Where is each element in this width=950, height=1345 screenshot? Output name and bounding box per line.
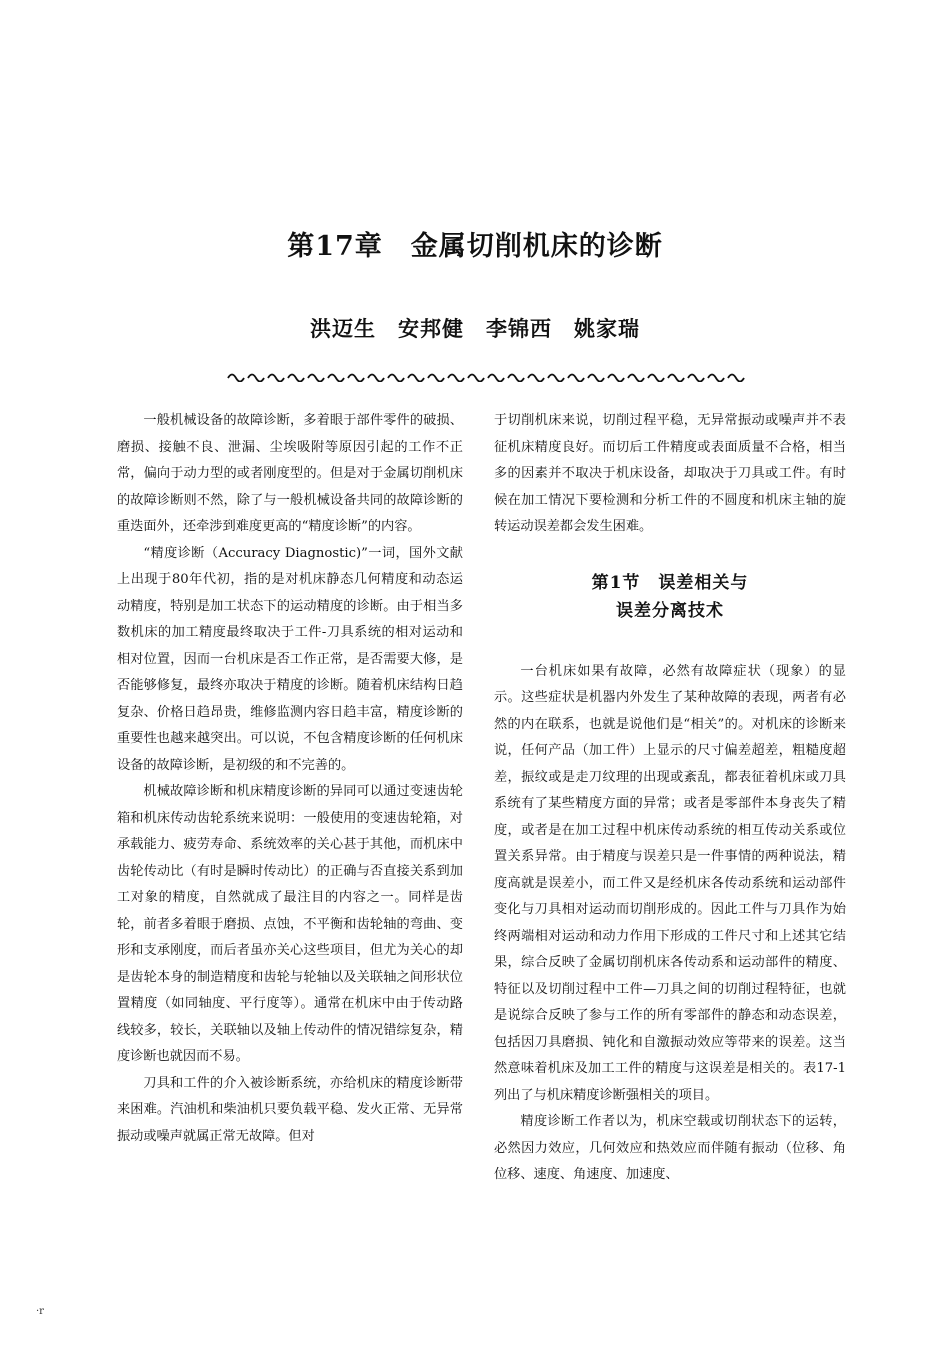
ornamental-divider [226,370,746,382]
footer-mark: ·r [36,1306,44,1317]
paragraph: 一台机床如果有故障，必然有故障症状（现象）的显示。这些症状是机器内外发生了某种故障的表现，两者有必然的内在联系，也就是说他们是“相关”的。对机床的诊断来说，任何产品（加工件）上显示的尺寸偏差超差，粗糙度超差，振纹或是走刀纹理的出现或紊乱，都表征着机床或刀具系统有了某些精度方面的异常；或者是零部件本身丧失了精度，或者是在加工过程中机床传动系统的相互传动关系或位置关系异常。由于精度与误差只是一件事情的两种说法，精度高就是误差小，而工件又是经机床各传动系统和运动部件变化与刀具相对运动而切削形成的。因此工件与刀具作为始终两端相对运动和动力作用下形成的工件尺寸和上述其它结果，综合反映了金属切削机床各传动系和运动部件的精度、特征以及切削过程中工件—刀具之间的切削过程特征，也就是说综合反映了参与工作的所有零部件的静态和动态误差，包括因刀具磨损、钝化和自激振动效应等带来的误差。这当然意味着机床及加工工件的精度与这误差是相关的。表17-1列出了与机床精度诊断强相关的项目。 [494,663,846,1103]
right-column [494,408,846,1189]
paragraph-continuation: 于切削机床来说，切削过程平稳，无异常振动或噪声并不表征机床精度良好。而切后工件精度或表面质量不合格，相当多的因素并不取决于机床设备，却取决于刀具或工件。有时候在加工情况下要检测和分析工件的不圆度和机床主轴的旋转运动误差都会发生困难。 [494,413,846,534]
section-title-line-1: 第1节 误差相关与 [591,572,749,593]
paragraph: 机械故障诊断和机床精度诊断的异同可以通过变速齿轮箱和机床传动齿轮系统来说明：一般使用的变速齿轮箱，对承载能力、疲劳寿命、系统效率的关心甚于其他，而机床中齿轮传动比（有时是瞬时传动比）的正确与否直接关系到加工对象的精度，自然就成了最注目的内容之一。同样是齿轮，前者多着眼于磨损、点蚀，不平衡和齿轮轴的弯曲、变形和支承刚度，而后者虽亦关心这些项目，但尤为关心的却是齿轮本身的制造精度和齿轮与轮轴以及关联轴之间形状位置精度（如同轴度、平行度等）。通常在机床中由于传动路线较多，较长，关联轴以及轴上传动件的情况错综复杂，精度诊断也就因而不易。 [117,784,463,1064]
paragraph: 刀具和工件的介入被诊断系统，亦给机床的精度诊断带来困难。汽油机和柴油机只要负载平稳、发火正常、无异常振动或噪声就属正常无故障。但对 [117,1075,463,1144]
chapter-authors: 洪迈生 安邦健 李锦西 姚家瑞 [310,316,640,341]
paragraph: “精度诊断（Accuracy Diagnostic)”一词，国外文献上出现于80年代初，指的是对机床静态几何精度和动态运动精度，特别是加工状态下的运动精度的诊断。由于相当多数机床的加工精度最终取决于工件-刀具系统的相对运动和相对位置，因而一台机床是否工作正常，是否需要大修，是否能够修复，最终亦取决于精度的诊断。随着机床结构日趋复杂、价格日趋昂贵，维修监测内容日趋丰富，精度诊断的重要性也越来越突出。可以说，不包含精度诊断的任何机床设备的故障诊断，是初级的和不完善的。 [117,545,463,773]
left-column [117,408,463,1150]
chapter-title: 第17章 金属切削机床的诊断 [287,231,663,262]
paragraph: 一般机械设备的故障诊断，多着眼于部件零件的破损、磨损、接触不良、泄漏、尘埃吸附等原因引起的工作不正常，偏向于动力型的或者刚度型的。但是对于金属切削机床的故障诊断则不然，除了与一般机械设备共同的故障诊断的重迭面外，还牵涉到难度更高的“精度诊断”的内容。 [117,413,463,534]
paragraph: 精度诊断工作者以为，机床空载或切削状态下的运转，必然因力效应，几何效应和热效应而伴随有振动（位移、角位移、速度、角速度、加速度、 [494,1114,846,1182]
section-title-line-2: 误差分离技术 [616,600,724,621]
section-title [494,569,846,625]
